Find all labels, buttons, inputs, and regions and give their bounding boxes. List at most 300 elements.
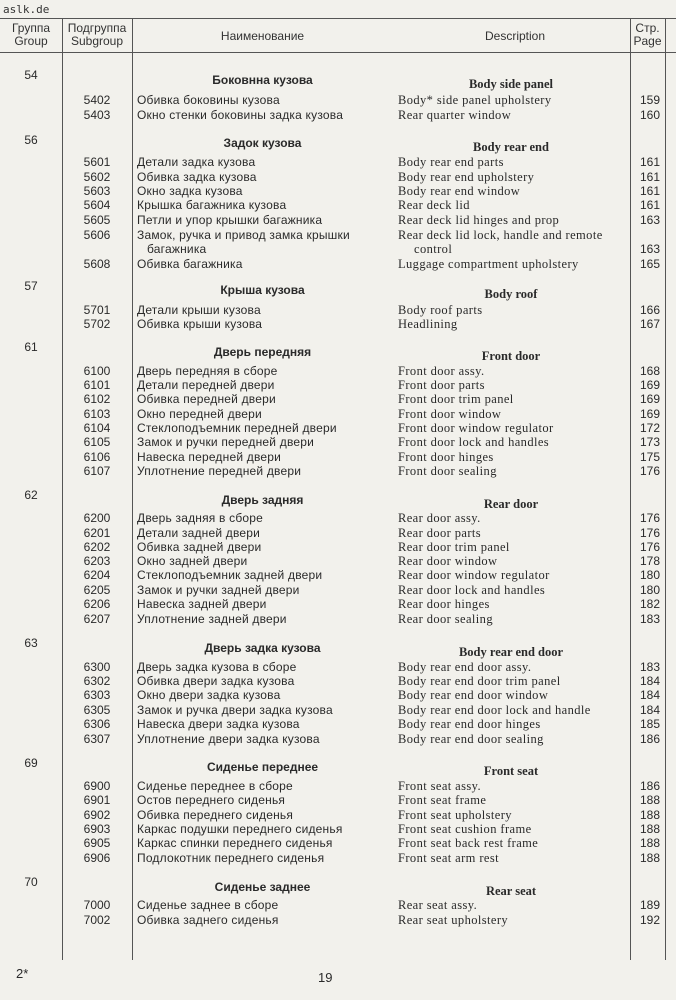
section-title-ru: Крыша кузова [220,283,305,297]
watermark: aslk.de [3,3,50,16]
item-name-ru [137,779,387,793]
item-description-en-line: Body rear end door lock and handle [398,703,591,717]
table-row [0,703,676,718]
item-description-en-line: Front door parts [398,378,485,392]
item-description-en-line: Rear deck lid [398,198,470,212]
page-ref: 185 [639,717,660,731]
subgroup-code: 6303 [83,688,111,702]
item-name-ru-line: Окно стенки боковины задка кузова [137,108,344,122]
page-ref: 188 [639,808,660,822]
item-name-ru-line: Навеска задней двери [137,597,267,611]
item-name-ru [137,303,387,317]
item-description-en [398,540,630,554]
item-description-en [398,170,630,184]
item-name-ru [137,170,387,184]
table-row [0,421,676,436]
subgroup-code: 6305 [83,703,111,717]
subgroup-code: 6901 [83,793,111,807]
subgroup-code: 6302 [83,674,111,688]
item-name-ru-line: Обивка крыши кузова [137,317,263,331]
group-number: 56 [24,133,38,147]
item-description-en [398,836,630,850]
item-name-ru-line: Дверь передняя в сборе [137,364,278,378]
table-row [0,392,676,407]
table-row [0,511,676,526]
table-row [0,822,676,837]
item-name-ru-line: Стеклоподъемник передней двери [137,421,337,435]
item-name-ru [137,392,387,406]
page-ref: 175 [639,450,660,464]
section-title-en: Rear door [483,497,539,511]
item-name-ru [137,913,387,927]
item-name-ru-line: Обивка боковины кузова [137,93,280,107]
subgroup-code: 6307 [83,732,111,746]
item-name-ru-line: Обивка двери задка кузова [137,674,295,688]
item-name-ru [137,703,387,717]
subgroup-code: 6103 [83,407,111,421]
item-name-ru-line: Окно двери задка кузова [137,688,281,702]
item-name-ru-line: Подлокотник переднего сиденья [137,851,325,865]
group-number: 63 [24,636,38,650]
header-description: Description [484,29,546,43]
item-description-en [398,913,630,927]
item-description-en [398,779,630,793]
item-name-ru [137,364,387,378]
item-name-ru-line: Обивка передней двери [137,392,276,406]
subgroup-code: 5702 [83,317,111,331]
item-description-en-line: Front door hinges [398,450,494,464]
page-ref: 188 [639,851,660,865]
header-name-ru: Наименование [220,29,305,43]
page-ref: 163 [639,242,660,256]
group-number: 70 [24,875,38,889]
item-name-ru [137,198,387,212]
item-description-en-line: Body rear end door assy. [398,660,532,674]
item-description-en-line: Rear seat assy. [398,898,478,912]
subgroup-code: 5402 [83,93,111,107]
subgroup-code: 7002 [83,913,111,927]
item-description-en [398,568,630,582]
item-name-ru [137,597,387,611]
section-title-en: Body roof [484,287,538,301]
item-name-ru-line: Петли и упор крышки багажника [137,213,323,227]
item-name-ru [137,213,387,227]
table-row [0,851,676,866]
item-name-ru-continuation: багажника [147,242,207,256]
subgroup-code: 6203 [83,554,111,568]
section-title-ru: Сиденье заднее [214,880,311,894]
page-ref: 159 [639,93,660,107]
section-title-en: Rear seat [485,884,537,898]
page-ref: 173 [639,435,660,449]
item-description-en [398,898,630,912]
section-title-ru: Сиденье переднее [206,760,319,774]
item-description-en [398,612,630,626]
item-name-ru-line: Навеска передней двери [137,450,282,464]
item-name-ru [137,674,387,688]
page-ref: 192 [639,913,660,927]
item-name-ru-line: Замок, ручка и привод замка крышки [137,228,350,242]
table-row [0,597,676,612]
page-ref: 186 [639,732,660,746]
table-row [0,540,676,555]
item-description-en-line: Body rear end door window [398,688,549,702]
item-description-en [398,435,630,449]
subgroup-code: 5701 [83,303,111,317]
item-name-ru-line: Сиденье переднее в сборе [137,779,293,793]
page-ref: 167 [639,317,660,331]
page-ref: 183 [639,612,660,626]
subgroup-code: 6102 [83,392,111,406]
item-name-ru-line: Окно передней двери [137,407,262,421]
page-ref: 168 [639,364,660,378]
item-name-ru [137,464,387,478]
section-title-en: Body side panel [468,77,554,91]
item-description-en [398,660,630,674]
header-group [0,22,62,48]
header-page-en: Page [633,34,662,48]
group-number: 54 [24,68,38,82]
page-ref: 161 [639,198,660,212]
table-row [0,660,676,675]
header-page-ru: Стр. [635,21,660,35]
top-rule [0,18,676,19]
item-name-ru-line: Детали задней двери [137,526,261,540]
item-description-en [398,378,630,392]
item-description-en [398,108,630,122]
page-ref: 161 [639,184,660,198]
section-title-ru: Дверь передняя [213,345,312,359]
item-name-ru [137,155,387,169]
item-name-ru [137,540,387,554]
header-group-ru: Группа [11,21,51,35]
subgroup-code: 5601 [83,155,111,169]
table-row [0,108,676,123]
item-description-en-line: Front door assy. [398,364,485,378]
subgroup-code: 6902 [83,808,111,822]
subgroup-code: 6205 [83,583,111,597]
page-ref: 176 [639,511,660,525]
item-description-en-line: Front seat cushion frame [398,822,532,836]
item-description-en [398,808,630,822]
item-description-en-line: Front seat back rest frame [398,836,539,850]
table-row [0,793,676,808]
item-name-ru [137,732,387,746]
item-description-en-line: Front door lock and handles [398,435,550,449]
section-title-ru: Дверь задка кузова [204,641,321,655]
item-name-ru-line: Обивка заднего сиденья [137,913,279,927]
item-name-ru-line: Окно задней двери [137,554,248,568]
header-subgroup [62,22,132,48]
item-name-ru [137,511,387,525]
group-number: 57 [24,279,38,293]
item-description-en-line: Luggage compartment upholstery [398,257,579,271]
item-name-ru [137,108,387,122]
table-row [0,170,676,185]
item-description-en-line: Body roof parts [398,303,483,317]
subgroup-code: 6900 [83,779,111,793]
table-row [0,317,676,332]
page-ref: 176 [639,526,660,540]
subgroup-code: 5605 [83,213,111,227]
item-name-ru-line: Замок и ручка двери задка кузова [137,703,333,717]
table-row [0,836,676,851]
page-ref: 166 [639,303,660,317]
item-name-ru-line: Замок и ручки задней двери [137,583,300,597]
table-row [0,898,676,913]
table-row [0,554,676,569]
item-description-en-line: Body rear end door hinges [398,717,541,731]
item-description-en [398,228,630,256]
subgroup-code: 5603 [83,184,111,198]
item-description-en [398,421,630,435]
item-description-en [398,407,630,421]
item-description-en-line: Rear door lock and handles [398,583,546,597]
page-ref: 176 [639,464,660,478]
item-description-en [398,526,630,540]
item-description-en-line: Body rear end upholstery [398,170,535,184]
page-ref: 183 [639,660,660,674]
item-name-ru-line: Дверь задняя в сборе [137,511,264,525]
group-number: 62 [24,488,38,502]
table-row [0,779,676,794]
item-description-en [398,464,630,478]
page-ref: 184 [639,688,660,702]
item-name-ru [137,808,387,822]
item-description-en [398,93,630,107]
signature-mark: 2* [16,966,29,981]
item-name-ru-line: Дверь задка кузова в сборе [137,660,297,674]
item-description-en-line: Rear door trim panel [398,540,510,554]
page-ref: 184 [639,703,660,717]
table-row [0,674,676,689]
item-description-en [398,392,630,406]
item-description-en [398,674,630,688]
table-row [0,612,676,627]
item-name-ru [137,717,387,731]
item-name-ru-line: Обивка багажника [137,257,243,271]
section-title-en: Front seat [483,764,539,778]
subgroup-code: 6200 [83,511,111,525]
section-title-en: Body rear end [473,140,549,154]
item-name-ru-line: Обивка переднего сиденья [137,808,294,822]
table-row [0,364,676,379]
page-ref: 176 [639,540,660,554]
item-description-en [398,822,630,836]
item-name-ru [137,793,387,807]
item-description-en [398,793,630,807]
section-title-en: Front door [481,349,541,363]
group-number: 69 [24,756,38,770]
subgroup-code: 5608 [83,257,111,271]
item-description-en [398,198,630,212]
item-name-ru-line: Уплотнение двери задка кузова [137,732,320,746]
item-name-ru-line: Остов переднего сиденья [137,793,286,807]
subgroup-code: 6201 [83,526,111,540]
item-name-ru [137,228,387,256]
table-row [0,583,676,598]
item-name-ru-line: Стеклоподъемник задней двери [137,568,323,582]
item-name-ru [137,851,387,865]
subgroup-code: 6903 [83,822,111,836]
table-row [0,808,676,823]
item-description-en-line: Rear deck lid lock, handle and remote [398,228,603,242]
item-description-en-line: Front door window [398,407,502,421]
item-name-ru [137,421,387,435]
item-name-ru-line: Детали крыши кузова [137,303,261,317]
table-row [0,213,676,228]
item-description-en [398,554,630,568]
item-description-en-line: Rear door hinges [398,597,490,611]
item-description-en [398,213,630,227]
page-ref: 186 [639,779,660,793]
page-ref: 180 [639,583,660,597]
subgroup-code: 5604 [83,198,111,212]
item-name-ru [137,612,387,626]
page-ref: 163 [639,213,660,227]
item-description-en [398,851,630,865]
table-row [0,688,676,703]
item-description-en-line: Rear seat upholstery [398,913,509,927]
header-rule [0,52,676,53]
item-description-en-line: Front door sealing [398,464,497,478]
page-ref: 180 [639,568,660,582]
item-name-ru [137,378,387,392]
item-name-ru-line: Замок и ручки передней двери [137,435,315,449]
item-name-ru-line: Детали задка кузова [137,155,256,169]
item-name-ru [137,836,387,850]
item-name-ru [137,435,387,449]
item-name-ru-line: Детали передней двери [137,378,275,392]
page-ref: 188 [639,836,660,850]
table-row [0,464,676,479]
item-description-en-line: Front seat assy. [398,779,482,793]
item-name-ru-line: Уплотнение передней двери [137,464,302,478]
item-description-en-line: Rear door assy. [398,511,481,525]
group-number: 61 [24,340,38,354]
item-name-ru [137,568,387,582]
subgroup-code: 7000 [83,898,111,912]
item-description-en-line: Body rear end door sealing [398,732,544,746]
page-number: 19 [318,970,333,985]
subgroup-code: 6107 [83,464,111,478]
item-name-ru [137,660,387,674]
item-description-en-line: Body rear end window [398,184,521,198]
subgroup-code: 6104 [83,421,111,435]
item-description-en-line: Front door window regulator [398,421,554,435]
subgroup-code: 5606 [83,228,111,242]
table-row [0,184,676,199]
table-row [0,450,676,465]
table-row [0,198,676,213]
subgroup-code: 6905 [83,836,111,850]
item-description-en [398,732,630,746]
subgroup-code: 6207 [83,612,111,626]
item-name-ru [137,93,387,107]
item-description-en-continuation: control [414,242,453,256]
page-ref: 161 [639,170,660,184]
table-row [0,732,676,747]
section-title-ru: Дверь задняя [221,493,304,507]
page-ref: 160 [639,108,660,122]
table-row [0,93,676,108]
subgroup-code: 6106 [83,450,111,464]
item-description-en [398,364,630,378]
subgroup-code: 6100 [83,364,111,378]
page-ref: 188 [639,793,660,807]
item-name-ru [137,257,387,271]
table-row [0,257,676,272]
subgroup-code: 6105 [83,435,111,449]
table-row [0,407,676,422]
header-subgroup-ru: Подгруппа [67,21,127,35]
page-ref: 169 [639,392,660,406]
item-description-en [398,317,630,331]
subgroup-code: 6101 [83,378,111,392]
item-description-en [398,597,630,611]
item-description-en [398,155,630,169]
item-name-ru [137,184,387,198]
table-row [0,526,676,541]
section-title-ru: Задок кузова [223,136,302,150]
item-name-ru-line: Каркас спинки переднего сиденья [137,836,333,850]
table-row [0,568,676,583]
item-name-ru [137,583,387,597]
item-description-en [398,184,630,198]
item-name-ru-line: Крышка багажника кузова [137,198,287,212]
item-name-ru-line: Навеска двери задка кузова [137,717,300,731]
item-name-ru-line: Сиденье заднее в сборе [137,898,279,912]
item-description-en-line: Rear deck lid hinges and prop [398,213,560,227]
page-ref: 172 [639,421,660,435]
page-ref: 182 [639,597,660,611]
page-ref: 189 [639,898,660,912]
header-page [630,22,665,48]
item-description-en-line: Rear door window regulator [398,568,550,582]
subgroup-code: 6204 [83,568,111,582]
section-title-en: Body rear end door [458,645,564,659]
item-description-en-line: Rear quarter window [398,108,512,122]
table-row [0,717,676,732]
page-ref: 184 [639,674,660,688]
page-ref: 169 [639,378,660,392]
page-ref: 161 [639,155,660,169]
item-description-en [398,688,630,702]
item-description-en-line: Front seat frame [398,793,487,807]
item-name-ru-line: Уплотнение задней двери [137,612,287,626]
page-ref: 188 [639,822,660,836]
header-subgroup-en: Subgroup [70,34,124,48]
item-description-en-line: Body rear end parts [398,155,504,169]
item-name-ru [137,822,387,836]
item-description-en [398,303,630,317]
item-description-en-line: Body rear end door trim panel [398,674,561,688]
item-name-ru [137,526,387,540]
item-description-en [398,703,630,717]
subgroup-code: 5403 [83,108,111,122]
item-name-ru-line: Обивка задка кузова [137,170,257,184]
item-description-en [398,450,630,464]
subgroup-code: 6906 [83,851,111,865]
item-name-ru [137,688,387,702]
item-name-ru-line: Каркас подушки переднего сиденья [137,822,343,836]
item-description-en-line: Rear door parts [398,526,482,540]
subgroup-code: 5602 [83,170,111,184]
table-row [0,378,676,393]
page-ref: 178 [639,554,660,568]
header-group-en: Group [14,34,48,48]
table-row [0,435,676,450]
